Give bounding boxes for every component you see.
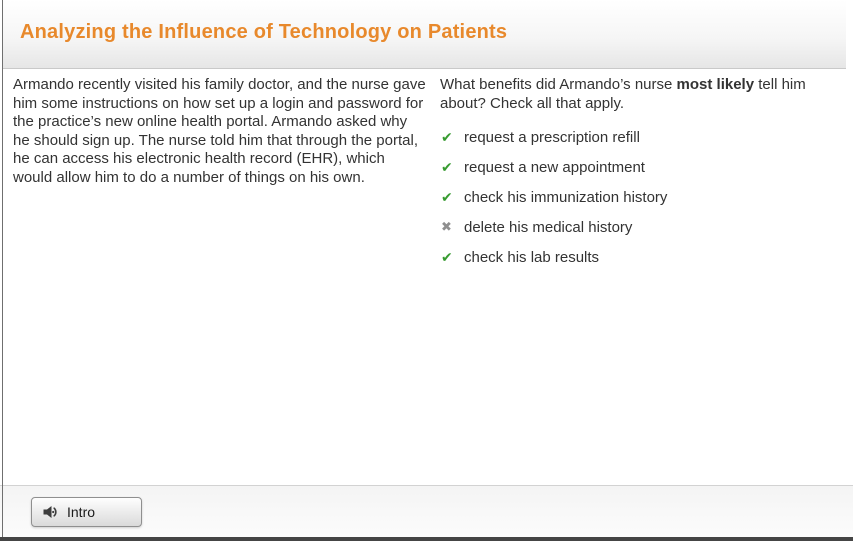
question-prefix: What benefits did Armando’s nurse xyxy=(440,76,677,93)
question-text xyxy=(440,76,837,113)
answer-option-label: request a prescription refill xyxy=(464,129,640,146)
answer-option xyxy=(441,189,837,208)
answer-option-label: delete his medical history xyxy=(464,219,633,236)
player-footer xyxy=(0,485,853,538)
scenario-paragraph: Armando recently visited his family doctor, and the nurse gave him some instructions on how set up a login and password for the practice’s new online health portal. Armando asked why he should sign up. The nurse told him that through the portal, he can access his electronic health record (EHR), which would allow him to do a number of things on his own. xyxy=(13,76,426,186)
speaker-icon xyxy=(42,504,59,520)
answer-option-label: check his lab results xyxy=(464,249,600,266)
answer-options-list xyxy=(437,129,837,268)
content-area xyxy=(3,69,853,485)
page-title: Analyzing the Influence of Technology on Patients xyxy=(20,21,508,43)
answer-option xyxy=(441,219,837,238)
check-icon: ✔ xyxy=(441,250,453,266)
check-icon: ✔ xyxy=(441,130,453,146)
lesson-header xyxy=(3,0,846,69)
answer-option-label: check his immunization history xyxy=(464,189,668,206)
answer-option xyxy=(441,249,837,268)
answer-option xyxy=(441,129,837,148)
check-icon: ✔ xyxy=(441,190,453,206)
question-suffix: tell him about? Check all that apply. xyxy=(440,76,806,112)
question-panel xyxy=(437,76,837,279)
intro-audio-button[interactable] xyxy=(31,497,142,527)
check-icon: ✔ xyxy=(441,160,453,176)
window-left-border xyxy=(2,0,3,541)
answer-option xyxy=(441,159,837,178)
window-bottom-border xyxy=(0,537,853,541)
answer-option-label: request a new appointment xyxy=(464,159,645,176)
intro-button-label: Intro xyxy=(67,504,96,520)
cross-icon: ✖ xyxy=(441,220,452,235)
question-emphasis: most likely xyxy=(676,76,755,93)
